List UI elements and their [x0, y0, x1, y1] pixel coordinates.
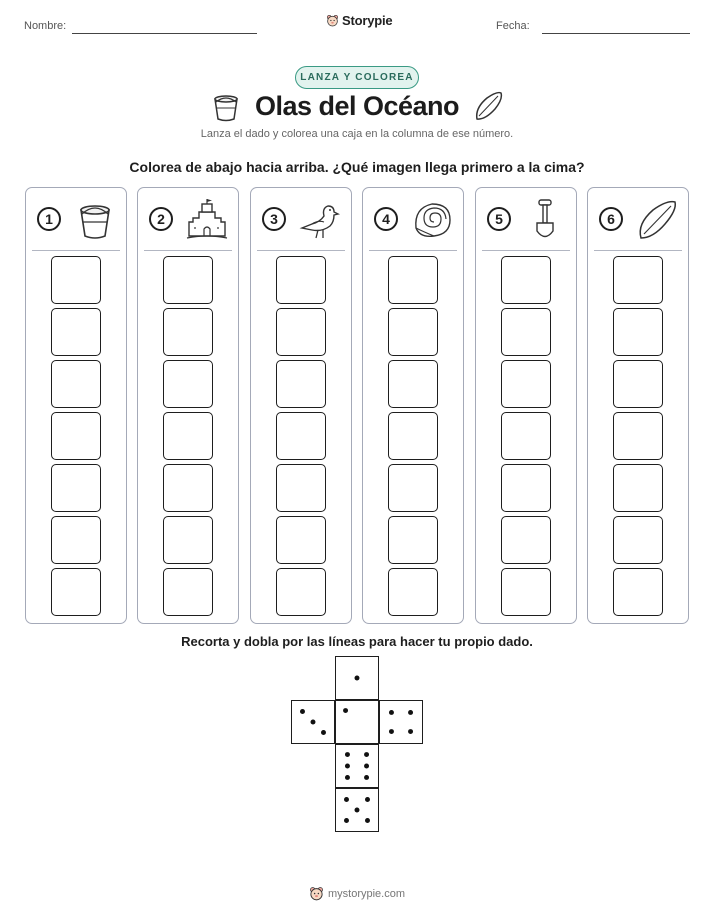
game-column-4	[362, 187, 464, 624]
color-boxes	[388, 256, 438, 616]
name-line[interactable]	[72, 33, 257, 34]
dice-face-6	[335, 744, 379, 788]
color-box[interactable]	[613, 568, 663, 616]
game-column-6	[587, 187, 689, 624]
subtitle: Lanza el dado y colorea una caja en la columna de ese número.	[200, 128, 514, 140]
color-box[interactable]	[276, 360, 326, 408]
color-box[interactable]	[613, 412, 663, 460]
color-box[interactable]	[51, 256, 101, 304]
color-box[interactable]	[51, 568, 101, 616]
seagull-icon	[298, 198, 342, 242]
color-box[interactable]	[163, 308, 213, 356]
color-box[interactable]	[501, 256, 551, 304]
color-box[interactable]	[388, 308, 438, 356]
column-divider	[257, 250, 345, 251]
color-box[interactable]	[388, 516, 438, 564]
footer-url: mystorypie.com	[327, 887, 406, 900]
name-label: Nombre:	[24, 20, 67, 32]
color-box[interactable]	[163, 516, 213, 564]
game-column-1	[25, 187, 127, 624]
storypie-logo-icon	[326, 14, 339, 27]
color-box[interactable]	[163, 256, 213, 304]
color-box[interactable]	[613, 308, 663, 356]
column-number: 3	[262, 207, 286, 231]
bucket-icon	[73, 198, 117, 242]
game-column-5	[475, 187, 577, 624]
color-box[interactable]	[163, 412, 213, 460]
bucket-icon	[211, 90, 241, 122]
color-box[interactable]	[388, 464, 438, 512]
color-box[interactable]	[613, 360, 663, 408]
color-boxes	[51, 256, 101, 616]
color-box[interactable]	[51, 464, 101, 512]
color-boxes	[501, 256, 551, 616]
date-label: Fecha:	[496, 20, 530, 32]
color-box[interactable]	[276, 308, 326, 356]
color-box[interactable]	[501, 308, 551, 356]
sandcastle-icon	[185, 198, 229, 242]
color-box[interactable]	[388, 568, 438, 616]
color-boxes	[613, 256, 663, 616]
dice-face-5	[335, 788, 379, 832]
color-box[interactable]	[388, 256, 438, 304]
color-box[interactable]	[51, 360, 101, 408]
storypie-logo-icon	[309, 886, 324, 901]
color-box[interactable]	[388, 412, 438, 460]
color-boxes	[163, 256, 213, 616]
column-header	[260, 198, 344, 242]
color-box[interactable]	[501, 568, 551, 616]
color-box[interactable]	[501, 360, 551, 408]
surfboard-icon	[635, 198, 679, 242]
color-box[interactable]	[613, 256, 663, 304]
column-number: 6	[599, 207, 623, 231]
color-box[interactable]	[276, 412, 326, 460]
seashell-icon	[410, 198, 454, 242]
column-header	[147, 198, 231, 242]
color-box[interactable]	[388, 360, 438, 408]
dice-face-1-center	[335, 700, 379, 744]
surfboard-icon	[473, 90, 503, 122]
column-number: 4	[374, 207, 398, 231]
color-box[interactable]	[613, 516, 663, 564]
dice-face-1-top	[335, 656, 379, 700]
title-row	[0, 90, 714, 122]
column-divider	[482, 250, 570, 251]
color-box[interactable]	[276, 256, 326, 304]
column-divider	[369, 250, 457, 251]
color-box[interactable]	[163, 360, 213, 408]
color-box[interactable]	[501, 464, 551, 512]
footer	[0, 886, 714, 901]
color-box[interactable]	[163, 464, 213, 512]
color-box[interactable]	[51, 412, 101, 460]
game-column-2	[137, 187, 239, 624]
column-header	[597, 198, 681, 242]
date-line[interactable]	[542, 33, 690, 34]
color-box[interactable]	[163, 568, 213, 616]
shovel-icon	[523, 198, 567, 242]
color-box[interactable]	[501, 412, 551, 460]
column-header	[372, 198, 456, 242]
brand-name: Storypie	[342, 13, 393, 28]
column-number: 1	[37, 207, 61, 231]
column-divider	[594, 250, 682, 251]
brand-header	[326, 13, 392, 28]
dice-face-4	[379, 700, 423, 744]
instruction: Colorea de abajo hacia arriba. ¿Qué imagen llega primero a la cima?	[129, 159, 585, 175]
color-box[interactable]	[613, 464, 663, 512]
game-column-3	[250, 187, 352, 624]
color-box[interactable]	[276, 568, 326, 616]
color-box[interactable]	[276, 516, 326, 564]
dice-face-3	[291, 700, 335, 744]
color-box[interactable]	[51, 308, 101, 356]
color-boxes	[276, 256, 326, 616]
column-number: 5	[487, 207, 511, 231]
column-divider	[144, 250, 232, 251]
color-box[interactable]	[51, 516, 101, 564]
cut-instruction: Recorta y dobla por las líneas para hacer tu propio dado.	[181, 634, 533, 649]
activity-badge: LANZA Y COLOREA	[295, 66, 419, 89]
column-divider	[32, 250, 120, 251]
column-header	[485, 198, 569, 242]
color-box[interactable]	[501, 516, 551, 564]
color-box[interactable]	[276, 464, 326, 512]
column-number: 2	[149, 207, 173, 231]
page-title: Olas del Océano	[254, 90, 460, 121]
column-header	[35, 198, 119, 242]
